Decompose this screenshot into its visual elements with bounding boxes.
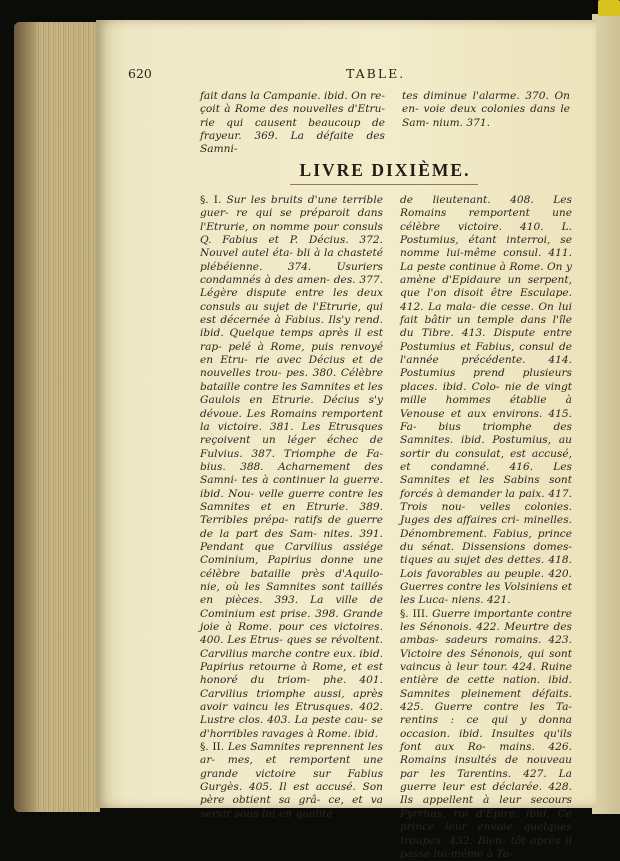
section-1-marker: §. I.: [200, 194, 222, 206]
right-column: [400, 194, 572, 861]
section-3-marker: §. III.: [400, 607, 429, 620]
top-left-text: fait dans la Campanie. ibid. On re- çoit à Rome des nouvelles d'Etru- rie qui causent beaucoup de frayeur. 369. La défaite des Samni-: [200, 90, 385, 156]
facing-page-edge: [592, 14, 620, 814]
left-column: [200, 194, 383, 821]
section-2-text: Les Samnites reprennent les ar- mes, et remportent une grande victoire sur Fabius Gurgès. 405. Il est accusé. Son père obtient sa grâ- ce, et va servir sous lui en qualité: [200, 741, 383, 820]
section-2-paragraph: [200, 741, 383, 821]
section-2-continued: de lieutenant. 408. Les Romains remportent une célèbre victoire. 410. L. Postumius, étant interroi, se nomme lui-même consul. 411. La peste continue à Rome. On y amène d'Epidaure un serpent, que l'on disoit être Esculape. 412. La mala- die cesse. On lui fait bâtir un temple dans l'île du Tibre. 413. Dispute entre Postumius et Fabius, consul de l'année précédente. 414. Postumius prend plusieurs places. ibid. Colo- nie de vingt mille hommes établie à Venouse et aux environs. 415. Fa- bius triomphe des Samnites. ibid. Postumius, au sortir du consulat, est accusé, et condamné. 416. Les Samnites et les Sabins sont forcés à demander la paix. 417. Trois nou- velles colonies. Juges des affaires cri- minelles. Dénombrement. Fabius, prince du sénat. Dissensions domes- tiques au sujet des dettes. 418. Lois favorables au peuple. 420. Guerres contre les Volsiniens et les Luca- niens. 421.: [400, 194, 572, 607]
title-rule: [290, 184, 478, 185]
top-right-text: tes diminue l'alarme. 370. On en- voie deux colonies dans le Sam- nium. 371.: [402, 90, 570, 129]
section-1-text: Sur les bruits d'une terrible guer- re qui se préparoit dans l'Etrurie, on nomme pour consuls Q. Fabius et P. Décius. 372. Nouvel autel éta- bli à la chasteté plébéienne. 374. Usuriers condamnés à des amen- des. 377. Légère dispute entre les deux consuls au sujet de l'Etrurie, qui est décernée à Fabius. Ils'y rend. ibid. Quelque temps après il est rap- pelé à Rome, puis renvoyé en Etru- rie avec Décius et de nouvelles trou- pes. 380. Célèbre bataille contre les Samnites et les Gaulois en Etrurie. Décius s'y dévoue. Les Romains remportent la victoire. 381. Les Etrusques reçoivent un léger échec de Fulvius. 387. Triomphe de Fa- bius. 388. Acharnement des Samni- tes à continuer la guerre. ibid. Nou- velle guerre contre les Samnites et en Etrurie. 389. Terribles prépa- ratifs de guerre de la part des Sam- nites. 391. Pendant que Carvilius assiége Cominium, Papirius donne une célèbre bataille près d'Aquilo- nie, où les Samnites sont taillés en pièces. 393. La ville de Cominium est prise. 398. Grande joie à Rome. pour ces victoires. 400. Les Etrus- ques se révoltent. Carvilius marche contre eux. ibid. Papirius retourne à Rome, et est honoré du triom- phe. 401. Carvilius triomphe aussi, après avoir vaincu les Etrusques. 402. Lustre clos. 403. La peste cau- se d'horribles ravages à Rome. ibid.: [200, 194, 383, 740]
section-2-marker: §. II.: [200, 741, 225, 754]
running-title: TABLE.: [346, 66, 406, 81]
top-left-column: [200, 90, 385, 157]
page-number: 620: [128, 66, 152, 81]
top-right-column: [402, 90, 570, 130]
section-3-text: Guerre importante contre les Sénonois. 422. Meurtre des ambas- sadeurs romains. 423. Victoire des Sénonois, qui sont vaincus à leur tour. 424. Ruine entière de cette nation. ibid. Samnites pleinement défaits. 425. Guerre contre les Ta- rentins : ce qui y donna occasion. ibid. Insultes qu'ils font aux Ro- mains. 426. Romains insultés de nouveau par les Tarentins. 427. La guerre leur est déclarée. 428. Ils appellent à leur secours Pyrrhus, roi d'Epire. ibid. Ce prince leur envoie quelques troupes. 432. Bien- tôt après il passe lui-même à Ta-: [400, 607, 572, 860]
book-page-edges: [14, 22, 100, 812]
book-title: LIVRE DIXIÈME.: [299, 160, 471, 180]
section-3-paragraph: [400, 608, 572, 861]
section-1-paragraph: [200, 194, 383, 741]
paper-clip: [598, 0, 620, 16]
